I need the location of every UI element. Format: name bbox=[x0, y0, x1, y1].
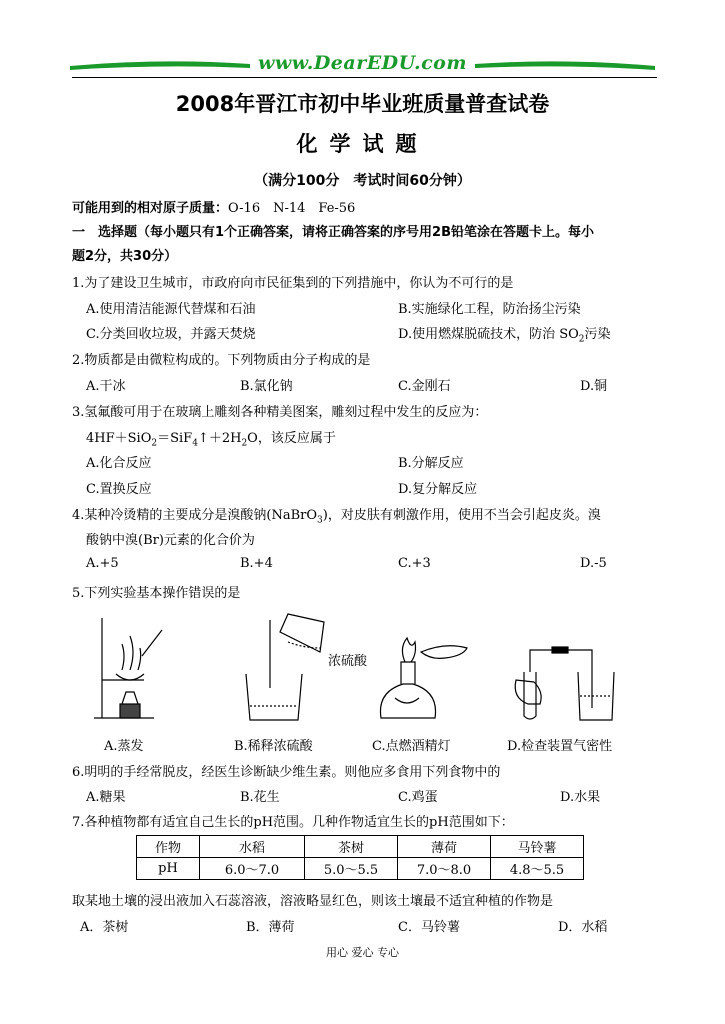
q7-option-d: D．水稻 bbox=[558, 920, 608, 935]
q1-option-a: A.使用清洁能源代替煤和石油 bbox=[86, 302, 256, 317]
q6-option-d: D.水果 bbox=[560, 790, 601, 805]
table-cell: 作物 bbox=[137, 836, 200, 858]
table-row bbox=[137, 836, 584, 858]
q4-option-a: A.+5 bbox=[86, 556, 119, 571]
q2-option-d: D.铜 bbox=[580, 379, 608, 394]
q5-option-d: D.检查装置气密性 bbox=[507, 739, 613, 754]
table-cell: 茶树 bbox=[305, 836, 398, 858]
q4-option-c: C.+3 bbox=[398, 556, 431, 571]
q2-option-c: C.金刚石 bbox=[398, 379, 451, 394]
section-heading-line2: 题2分，共30分） bbox=[72, 249, 178, 264]
q3-option-b: B.分解反应 bbox=[398, 456, 464, 471]
evaporation-figure bbox=[92, 612, 172, 722]
table-row bbox=[137, 858, 584, 880]
q5-option-b: B.稀释浓硫酸 bbox=[234, 739, 313, 754]
header-divider bbox=[72, 77, 657, 78]
page-footer: 用心 爱心 专心 bbox=[326, 946, 399, 959]
table-cell: 水稻 bbox=[200, 836, 305, 858]
table-cell: 7.0～8.0 bbox=[398, 858, 491, 880]
q1-option-c: C.分类回收垃圾，并露天焚烧 bbox=[86, 327, 256, 342]
table-cell: 4.8～5.5 bbox=[491, 858, 584, 880]
q7-option-b: B．薄荷 bbox=[246, 920, 295, 935]
q1-option-d: D.使用燃煤脱硫技术，防治 $SO_2$污染 bbox=[398, 327, 611, 345]
exam-subtitle: 化学试题 bbox=[296, 132, 429, 156]
q2-option-a: A.干冰 bbox=[86, 379, 126, 394]
table-cell: 6.0～7.0 bbox=[200, 858, 305, 880]
q3-option-c: C.置换反应 bbox=[86, 482, 152, 497]
q7-followup: 取某地土壤的浸出液加入石蕊溶液，溶液略显红色，则该土壤最不适宜种植的作物是 bbox=[72, 894, 554, 909]
q7-stem: 7.各种植物都有适宜自己生长的pH范围。几种作物适宜生长的pH范围如下： bbox=[72, 815, 514, 830]
q1-option-b: B.实施绿化工程，防治扬尘污染 bbox=[398, 302, 581, 317]
q3-option-d: D.复分解反应 bbox=[398, 482, 478, 497]
q4-option-d: D.-5 bbox=[580, 556, 607, 571]
atomic-masses-values: O-16 N-14 Fe-56 bbox=[228, 201, 356, 216]
q7-option-a: A．茶树 bbox=[80, 920, 129, 935]
q5-acid-label: 浓硫酸 bbox=[328, 654, 368, 669]
q6-option-c: C.鸡蛋 bbox=[398, 790, 438, 805]
q7-option-c: C．马铃薯 bbox=[398, 920, 460, 935]
q3-equation: $4HF+SiO_2=SiF_4↑+2H_2O$，该反应属于 bbox=[86, 431, 336, 449]
site-logo: www.DearEDU.com bbox=[258, 52, 467, 74]
q5-option-a: A.蒸发 bbox=[104, 739, 144, 754]
q2-option-b: B.氯化钠 bbox=[240, 379, 293, 394]
exam-info: （满分100分 考试时间60分钟） bbox=[254, 173, 471, 189]
table-cell: pH bbox=[137, 858, 200, 880]
q3-stem: 3.氢氟酸可用于在玻璃上雕刻各种精美图案，雕刻过程中发生的反应为： bbox=[72, 405, 488, 420]
q4-option-b: B.+4 bbox=[240, 556, 273, 571]
q5-option-c: C.点燃酒精灯 bbox=[372, 739, 451, 754]
q4-stem-line2: 酸钠中溴(Br)元素的化合价为 bbox=[86, 533, 255, 548]
q1-stem: 1.为了建设卫生城市，市政府向市民征集到的下列措施中，你认为不可行的是 bbox=[72, 276, 514, 291]
airtightness-figure bbox=[512, 612, 622, 722]
ph-table bbox=[136, 835, 584, 880]
q6-stem: 6.明明的手经常脱皮，经医生诊断缺少维生素。则他应多食用下列食物中的 bbox=[72, 765, 501, 780]
atomic-masses-label: 可能用到的相对原子质量： bbox=[72, 201, 229, 216]
q4-stem-line1: 4.某种冷烫精的主要成分是溴酸钠(NaBrO$_3$)，对皮肤有刺激作用，使用不当会引起皮炎。溴 bbox=[72, 508, 601, 526]
atomic-masses-line bbox=[72, 197, 355, 216]
table-cell: 5.0～5.5 bbox=[305, 858, 398, 880]
q5-stem: 5.下列实验基本操作错误的是 bbox=[72, 586, 241, 601]
q6-option-a: A.糖果 bbox=[86, 790, 126, 805]
exam-title: 2008年晋江市初中毕业班质量普查试卷 bbox=[175, 92, 550, 116]
q2-stem: 2.物质都是由微粒构成的。下列物质由分子构成的是 bbox=[72, 353, 371, 368]
table-cell: 薄荷 bbox=[398, 836, 491, 858]
alcohol-lamp-figure bbox=[375, 612, 475, 722]
q6-option-b: B.花生 bbox=[240, 790, 280, 805]
section-heading-line1: 一 选择题（每小题只有1个正确答案，请将正确答案的序号用2B铅笔涂在答题卡上。每小 bbox=[72, 225, 595, 240]
dilution-figure bbox=[240, 612, 330, 722]
table-cell: 马铃薯 bbox=[491, 836, 584, 858]
q3-option-a: A.化合反应 bbox=[86, 456, 152, 471]
